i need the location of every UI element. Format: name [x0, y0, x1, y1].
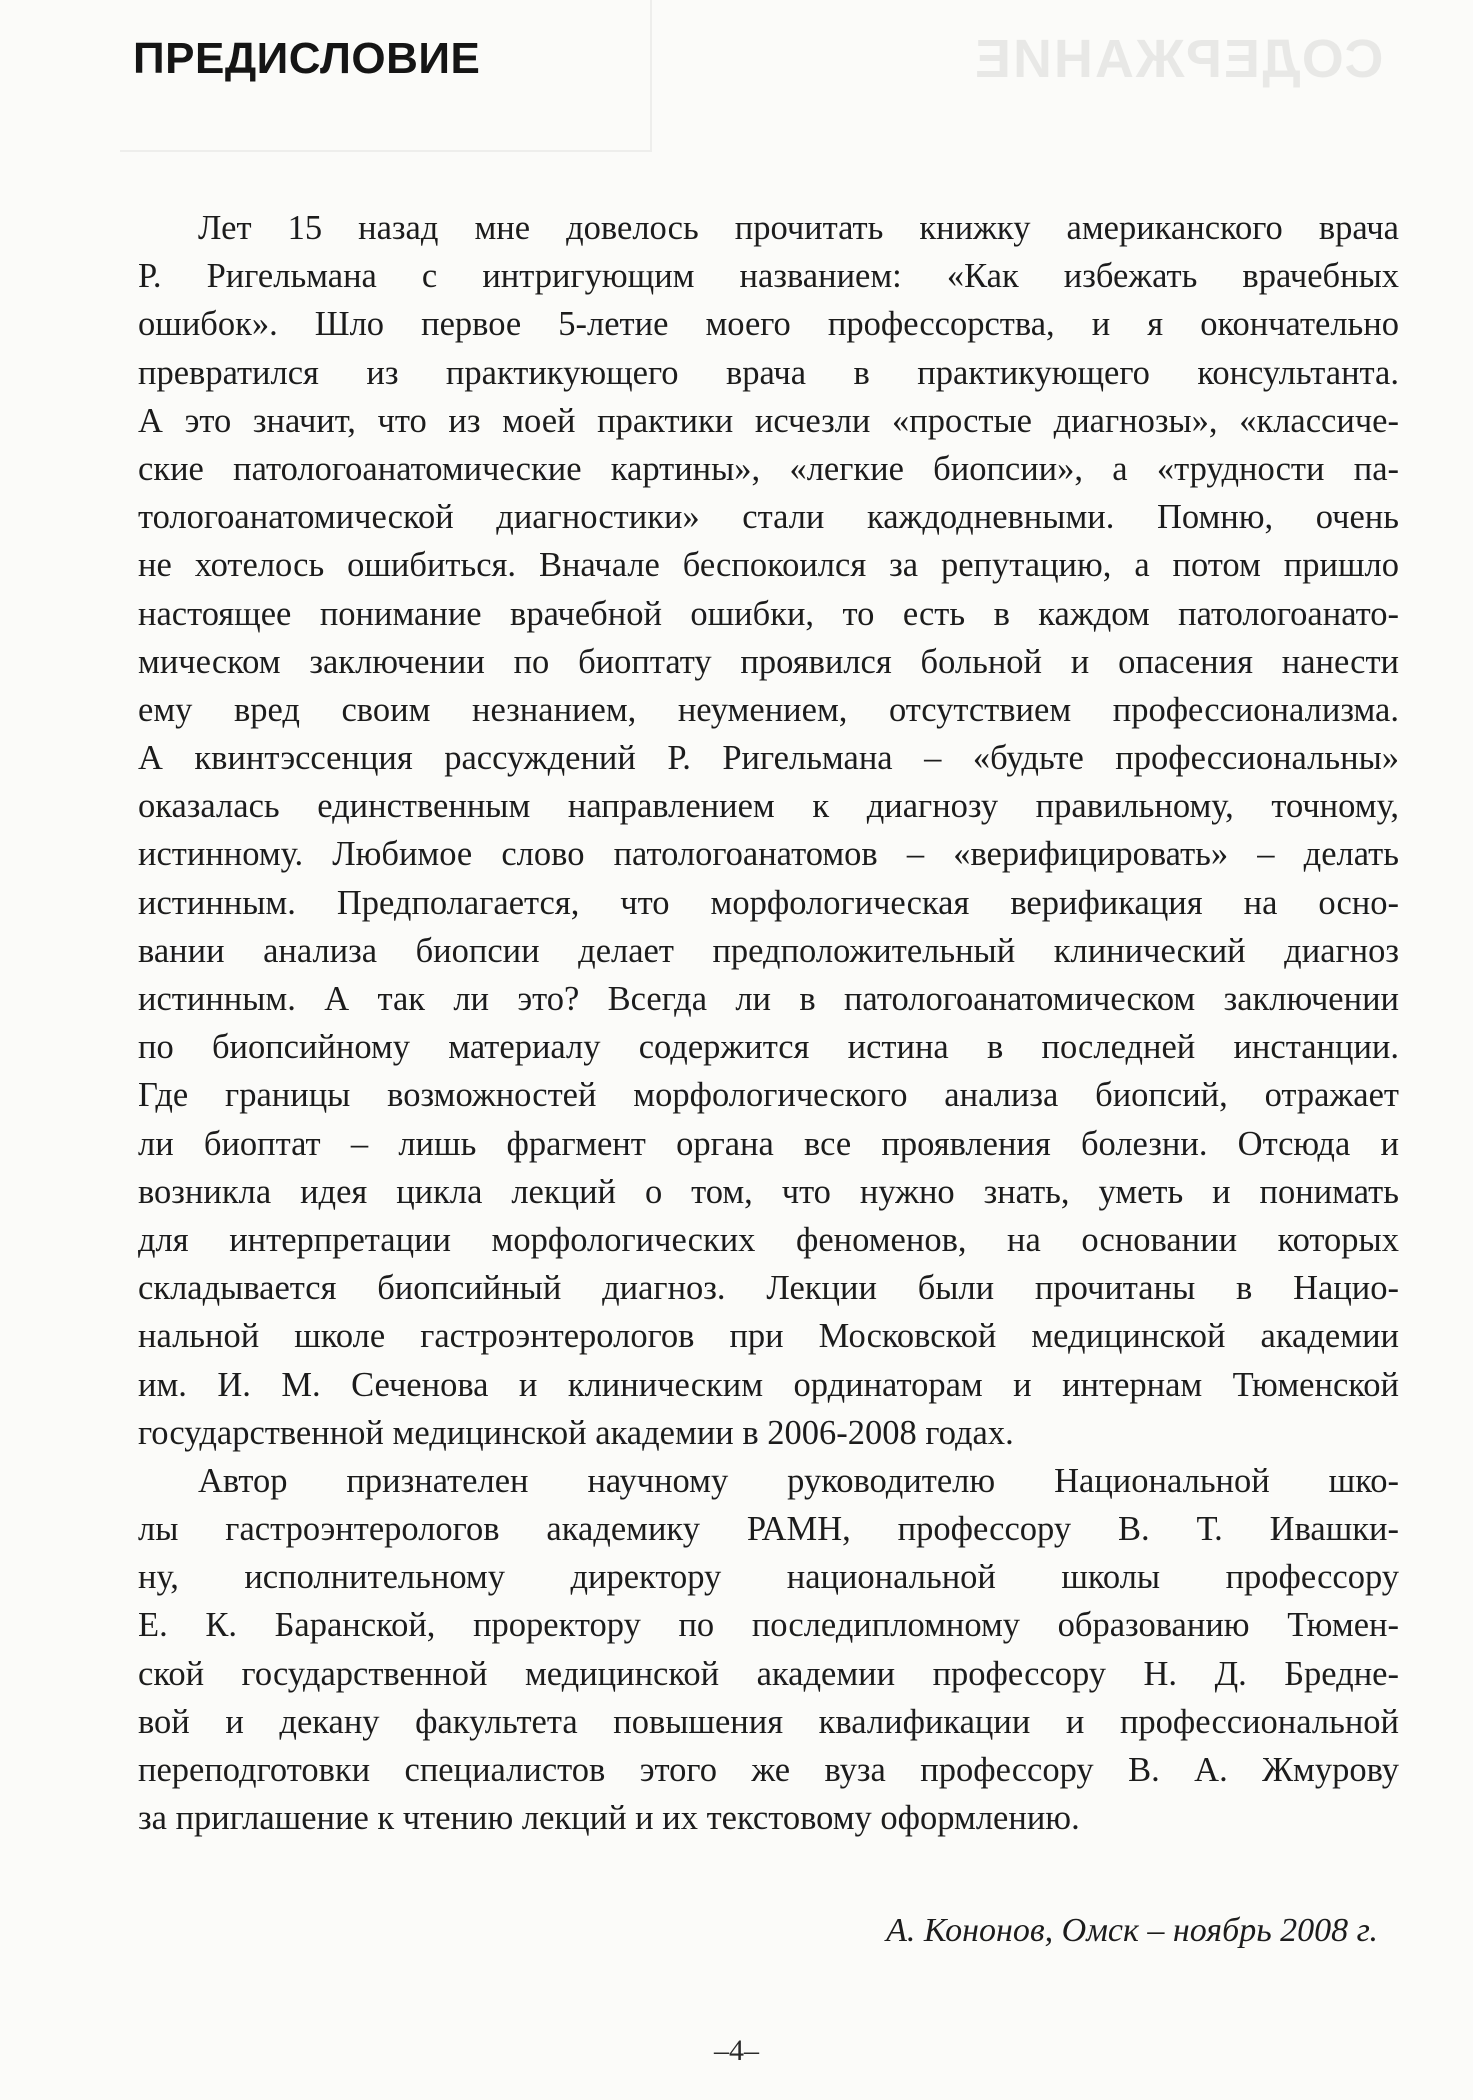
show-through-text: СОДЕРЖАНИЕ — [972, 29, 1383, 89]
text-line: превратился из практикующего врача в практикующего консультанта. — [138, 353, 1399, 392]
page-number: –4– — [714, 2034, 759, 2067]
text-line: возникла идея цикла лекций о том, что нужно знать, уметь и понимать — [138, 1172, 1399, 1211]
text-line: мическом заключении по биоптату проявился больной и опасения нанести — [138, 642, 1399, 681]
text-line: А это значит, что из моей практики исчезли «простые диагнозы», «классиче- — [138, 401, 1399, 440]
text-line: вой и декану факультета повышения квалификации и профессиональной — [138, 1702, 1399, 1741]
text-line: ему вред своим незнанием, неумением, отсутствием профессионализма. — [138, 690, 1399, 729]
text-line: государственной медицинской академии в 2006-2008 годах. — [138, 1413, 1014, 1452]
text-line: переподготовки специалистов этого же вуза профессору В. А. Жмурову — [138, 1751, 1399, 1789]
text-line: вании анализа биопсии делает предположительный клинический диагноз — [138, 931, 1399, 970]
text-line: оказалась единственным направлением к диагнозу правильному, точному, — [138, 787, 1399, 826]
text-line: настоящее понимание врачебной ошибки, то есть в каждом патологоанато- — [138, 594, 1399, 633]
text-line: истинному. Любимое слово патологоанатомов – «верифицировать» – делать — [138, 835, 1399, 874]
text-line: ские патологоанатомические картины», «легкие биопсии», а «трудности па- — [138, 449, 1399, 488]
text-line: Автор признателен научному руководителю Национальной шко- — [198, 1461, 1399, 1500]
text-line: ну, исполнительному директору национальной школы профессору — [138, 1558, 1399, 1597]
paragraph-2 — [138, 1457, 1399, 1843]
text-line: по биопсийному материалу содержится истина в последней инстанции. — [138, 1028, 1399, 1067]
text-line: Где границы возможностей морфологического анализа биопсий, отражает — [138, 1076, 1399, 1115]
text-line: складывается биопсийный диагноз. Лекции были прочитаны в Нацио- — [138, 1269, 1399, 1308]
text-line: Р. Ригельмана с интригующим названием: «Как избежать врачебных — [138, 257, 1399, 296]
page-heading: ПРЕДИСЛОВИЕ — [133, 34, 481, 83]
text-line: истинным. Предполагается, что морфологическая верификация на осно- — [138, 883, 1399, 922]
text-line: нальной школе гастроэнтерологов при Московской медицинской академии — [138, 1317, 1399, 1356]
text-line: Е. К. Баранской, проректору по последипломному образованию Тюмен- — [138, 1606, 1399, 1645]
text-line: ли биоптат – лишь фрагмент органа все проявления болезни. Отсюда и — [138, 1124, 1399, 1163]
text-line: для интерпретации морфологических феноменов, на основании которых — [138, 1220, 1399, 1259]
text-line: тологоанатомической диагностики» стали каждодневными. Помню, очень — [138, 498, 1399, 537]
text-line: ской государственной медицинской академии профессору Н. Д. Бредне- — [138, 1654, 1399, 1693]
author-signature: А. Кононов, Омск – ноябрь 2008 г. — [886, 1912, 1378, 1949]
preface-body — [138, 204, 1399, 1842]
text-line: Лет 15 назад мне довелось прочитать книжку американского врача — [198, 209, 1399, 247]
text-line: ошибок». Шло первое 5-летие моего профессорства, и я окончательно — [138, 305, 1399, 344]
text-line: не хотелось ошибиться. Вначале беспокоился за репутацию, а потом пришло — [138, 546, 1399, 585]
paragraph-1 — [138, 204, 1399, 1457]
text-line: истинным. А так ли это? Всегда ли в патологоанатомическом заключении — [138, 980, 1399, 1018]
text-line: им. И. М. Сеченова и клиническим ординаторам и интернам Тюменской — [138, 1365, 1399, 1404]
text-line: А квинтэссенция рассуждений Р. Ригельмана – «будьте профессиональны» — [138, 739, 1399, 778]
text-line: за приглашение к чтению лекций и их текстовому оформлению. — [138, 1799, 1080, 1838]
text-line: лы гастроэнтерологов академику РАМН, профессору В. Т. Ивашки- — [138, 1510, 1399, 1549]
